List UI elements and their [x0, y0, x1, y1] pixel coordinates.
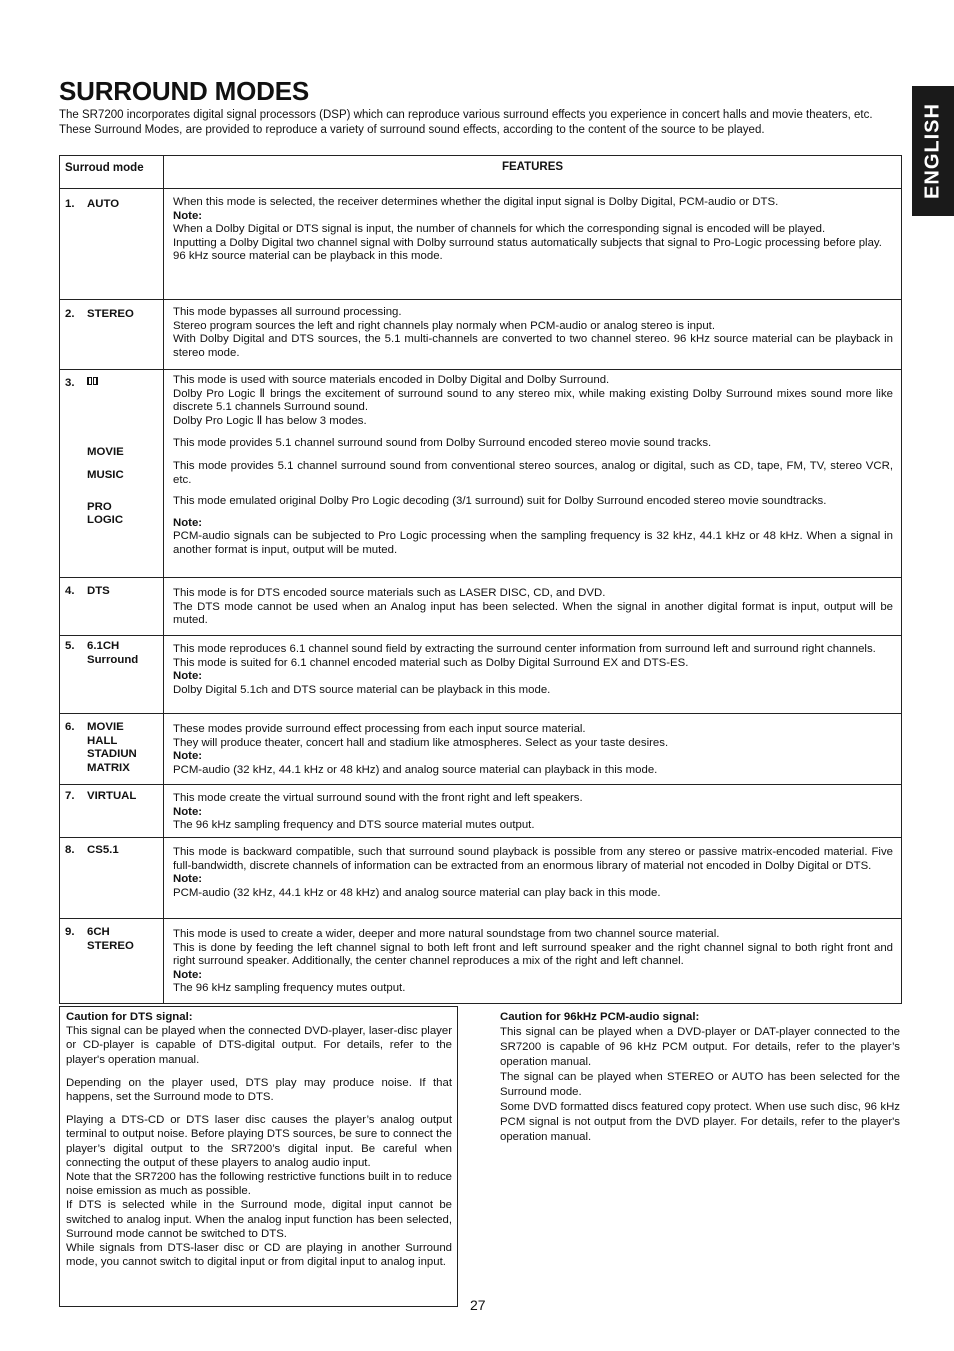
caution-dts-paragraph: Depending on the player used, DTS play may produce noise. If that happens, set the Surround mode to DTS. [66, 1076, 452, 1104]
mode-name: AUTO [87, 198, 120, 210]
feature-line: The DTS mode cannot be used when an Analog input has been selected. When the signal in another digital format is input, output will be muted. [173, 600, 893, 627]
submode-logic: LOGIC [87, 514, 124, 527]
mode-number: 7. [65, 790, 75, 802]
language-tab [912, 86, 954, 216]
submode-movie: MOVIE [87, 445, 124, 458]
mode-number: 1. [65, 198, 75, 210]
caution-96khz-paragraph: This signal can be played when a DVD-player or DAT-player connected to the SR7200 is capable of 96 kHz PCM output. For details, refer to the player’s operation manual. [500, 1026, 900, 1068]
note-label: Note: [173, 516, 203, 529]
column-header-mode: Surroud mode [60, 156, 164, 189]
feature-line: When a Dolby Digital or DTS signal is input, the number of channels for which the corresponding signal is encoded will be played. [173, 223, 826, 236]
feature-line: PCM-audio signals can be subjected to Pro Logic processing when the sampling frequency is 32 kHz, 44.1 kHz or 48 kHz. When a signal in another format is input, output will be muted. [173, 530, 893, 556]
feature-line: This mode reproduces 6.1 channel sound field by extracting the surround center information from surround left and surround right channels. [173, 643, 876, 655]
feature-line: Stereo program sources the left and right channels play normaly when PCM-audio or analog stereo is input. [173, 319, 715, 332]
feature-line: The 96 kHz sampling frequency mutes output. [173, 982, 406, 995]
feature-line: 96 kHz source material can be playback in this mode. [173, 250, 443, 263]
mode-name-line2: Surround [87, 653, 139, 666]
intro-text: The SR7200 incorporates digital signal processors (DSP) which can reproduce various surround effects you experience in concert halls and movie theaters, etc. These Surround Modes, are provided to reproduce a variety of surround sound effects, according to the content of the source to be played. [59, 109, 873, 136]
caution-dts-paragraph: This signal can be played when the connected DVD-player, laser-disc player or CD-player is capable of DTS-digital output. For details, refer to the player's operation manual. [66, 1025, 452, 1066]
features-cell [164, 636, 902, 714]
feature-line: When this mode is selected, the receiver determines whether the digital input signal is Dolby Digital, PCM-audio or DTS. [173, 196, 779, 208]
mode-number: 5. [65, 640, 75, 652]
music-description: This mode provides 5.1 channel surround sound from conventional stereo sources, analog or digital, such as CD, tape, FM, TV, stereo VCR, etc. [173, 459, 893, 486]
feature-line: They will produce theater, concert hall and stadium like atmospheres. Select as your taste desires. [173, 736, 669, 749]
caution-dts-paragraph: Playing a DTS-CD or DTS laser disc causes the player’s analog output terminal to output noise. Before playing DTS sources, be sure to connect the player’s digital output to the SR7200’s digital input. Be careful when connecting the output of these players to analog audio input. [66, 1114, 452, 1169]
note-label: Note: [173, 750, 203, 763]
mode-cell [60, 189, 164, 300]
mode-cell [60, 300, 164, 370]
caution-dts-paragraph: Note that the SR7200 has the following restrictive functions built in to reduce noise emission as much as possible. [66, 1171, 452, 1198]
note-label: Note: [173, 968, 203, 981]
table-row [60, 578, 902, 636]
mode-name: 6CH [87, 926, 110, 938]
mode-number: 6. [65, 721, 75, 733]
note-label: Note: [173, 805, 203, 818]
mode-number: 9. [65, 926, 75, 938]
language-tab-label: ENGLISH [921, 103, 944, 199]
mode-cell [60, 838, 164, 919]
mode-name: DTS [87, 585, 110, 597]
caution-dts-heading: Caution for DTS signal: [66, 1011, 193, 1023]
column-header-features: FEATURES [164, 156, 902, 189]
note-label: Note: [173, 873, 203, 886]
movie-description: This mode provides 5.1 channel surround sound from Dolby Surround encoded stereo movie sound tracks. [173, 437, 712, 450]
feature-line: Inputting a Dolby Digital two channel signal with Dolby surround status automatically subjects that signal to Pro-Logic processing before play. [173, 236, 882, 249]
page-title: SURROUND MODES [59, 76, 309, 106]
mode-name: 6.1CH [87, 640, 120, 652]
caution-dts-box [59, 1006, 458, 1307]
mode-number: 3. [65, 377, 75, 389]
mode-name: CS5.1 [87, 844, 119, 856]
mode-cell [60, 714, 164, 785]
table-row [60, 300, 902, 370]
feature-line: The 96 kHz sampling frequency and DTS source material mutes output. [173, 819, 535, 832]
feature-line: These modes provide surround effect processing from each input source material. [173, 723, 586, 735]
mode-name-line2: STEREO [87, 939, 134, 952]
table-row [60, 919, 902, 1004]
feature-line: PCM-audio (32 kHz, 44.1 kHz or 48 kHz) and analog source material can playback in this mode. [173, 763, 658, 776]
note-label: Note: [173, 670, 203, 683]
feature-line: Dolby Pro Logic Ⅱ brings the excitement of surround sound to any stereo mix, while making existing Dolby Surround mixes sound more like discrete 5.1 channels Surround sound. [173, 387, 893, 414]
feature-line: This mode is used with source materials encoded in Dolby Digital and Dolby Surround. [173, 374, 610, 386]
feature-line: Dolby Digital 5.1ch and DTS source material can be playback in this mode. [173, 683, 551, 696]
table-header-row [60, 156, 902, 189]
feature-line: This mode bypasses all surround processing. [173, 306, 402, 318]
caution-dts-paragraph: If DTS is selected while in the Surround mode, digital input cannot be switched to analog input. When the analog input function has been selected, Surround mode cannot be switched to DTS. [66, 1199, 452, 1240]
caution-96khz-paragraph: Some DVD formatted discs featured copy protect. When use such disc, 96 kHz PCM signal is not output from the DVD player. For details, refer to the player's operation manual. [500, 1101, 900, 1143]
mode-cell [60, 636, 164, 714]
features-cell [164, 370, 902, 578]
mode-name: VIRTUAL [87, 790, 137, 802]
feature-line: This mode create the virtual surround sound with the front right and left speakers. [173, 792, 583, 804]
feature-line: This mode is suited for 6.1 channel encoded material such as Dolby Digital Surround EX and DTS-ES. [173, 656, 689, 669]
mode-cell [60, 785, 164, 838]
mode-name-line2: HALL [87, 734, 118, 747]
mode-name-line4: MATRIX [87, 761, 130, 774]
feature-line: This mode is used to create a wider, deeper and more natural soundstage from two channel source material. [173, 928, 720, 940]
feature-line: PCM-audio (32 kHz, 44.1 kHz or 48 kHz) and analog source material can play back in this mode. [173, 886, 661, 899]
feature-line: This is done by feeding the left channel signal to both left front and left surround speaker and the right channel signal to both right front and right surround speaker. Additionally, the center channel reproduces a mix of the right and left channel. [173, 941, 893, 968]
features-cell [164, 785, 902, 838]
features-cell [164, 838, 902, 919]
features-cell [164, 300, 902, 370]
caution-96khz-section [500, 1010, 900, 1145]
submode-music: MUSIC [87, 469, 124, 482]
features-cell [164, 578, 902, 636]
feature-line: This mode is for DTS encoded source materials such as LASER DISC, CD, and DVD. [173, 587, 606, 599]
page-number: 27 [470, 1297, 486, 1313]
caution-96khz-paragraph: The signal can be played when STEREO or AUTO has been selected for the Surround mode. [500, 1071, 900, 1098]
mode-name: STEREO [87, 308, 134, 320]
features-cell [164, 714, 902, 785]
features-cell [164, 189, 902, 300]
mode-cell [60, 919, 164, 1004]
table-row [60, 189, 902, 300]
mode-cell [60, 578, 164, 636]
caution-96khz-heading: Caution for 96kHz PCM-audio signal: [500, 1011, 700, 1023]
surround-modes-table [59, 155, 902, 1004]
feature-line: Dolby Pro Logic Ⅱ has below 3 modes. [173, 414, 367, 427]
mode-name-line3: STADIUN [87, 748, 137, 761]
double-d-icon [87, 377, 99, 386]
note-label: Note: [173, 209, 203, 222]
pro-logic-description: This mode emulated original Dolby Pro Logic decoding (3/1 surround) suit for Dolby Surround encoded stereo movie soundtracks. [173, 495, 827, 508]
table-row [60, 714, 902, 785]
mode-name: MOVIE [87, 721, 124, 733]
mode-number: 4. [65, 585, 75, 597]
mode-cell [60, 370, 164, 578]
mode-number: 2. [65, 308, 75, 320]
mode-number: 8. [65, 844, 75, 856]
table-row [60, 838, 902, 919]
feature-line: This mode is backward compatible, such that surround sound playback is possible from any stereo or passive matrix-encoded material. Five full-bandwidth, discrete channels of information can be extracted from an enormous library of material not encoded in Dolby Digital or DTS. [173, 846, 893, 872]
caution-dts-paragraph: While signals from DTS-laser disc or CD are playing in another Surround mode, you cannot switch to digital input or from digital input to analog input. [66, 1242, 452, 1269]
table-row [60, 785, 902, 838]
feature-line: With Dolby Digital and DTS sources, the 5.1 multi-channels are converted to two channel stereo. 96 kHz source material can be playback in stereo mode. [173, 333, 893, 359]
features-cell [164, 919, 902, 1004]
submode-pro: PRO [87, 500, 112, 513]
table-row [60, 636, 902, 714]
table-row [60, 370, 902, 578]
